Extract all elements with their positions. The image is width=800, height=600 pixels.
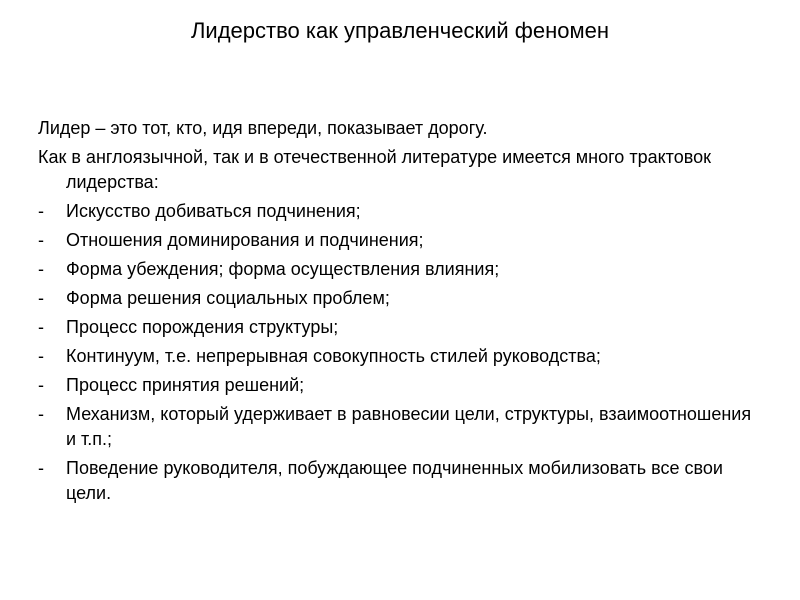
bullet-dash: -	[38, 288, 44, 308]
slide-title: Лидерство как управленческий феномен	[190, 18, 609, 43]
list-item	[38, 199, 758, 224]
list-item-text: Форма убеждения; форма осуществления влияния;	[66, 259, 500, 279]
bullet-dash: -	[38, 259, 44, 279]
list-item	[38, 344, 758, 369]
list-item-text: Поведение руководителя, побуждающее подчиненных мобилизовать все свои цели.	[66, 458, 723, 503]
list-item-text: Форма решения социальных проблем;	[66, 288, 390, 308]
list-item	[38, 228, 758, 253]
bullet-dash: -	[38, 346, 44, 366]
list-item	[38, 286, 758, 311]
list-item	[38, 373, 758, 398]
bullet-dash: -	[38, 458, 44, 478]
list-item	[38, 315, 758, 340]
interpretations-list	[38, 199, 758, 506]
slide-body	[38, 116, 758, 510]
bullet-dash: -	[38, 404, 44, 424]
bullet-dash: -	[38, 317, 44, 337]
list-item-text: Отношения доминирования и подчинения;	[66, 230, 424, 250]
list-item-text: Процесс принятия решений;	[66, 375, 305, 395]
list-item	[38, 402, 758, 452]
bullet-dash: -	[38, 375, 44, 395]
intro-definition: Лидер – это тот, кто, идя впереди, показывает дорогу.	[38, 118, 488, 138]
list-item-text: Континуум, т.е. непрерывная совокупность стилей руководства;	[66, 346, 601, 366]
list-item-text: Процесс порождения структуры;	[66, 317, 339, 337]
bullet-dash: -	[38, 230, 44, 250]
list-item-text: Механизм, который удерживает в равновесии цели, структуры, взаимоотношения и т.п.;	[66, 404, 752, 449]
list-item	[38, 456, 758, 506]
bullet-dash: -	[38, 201, 44, 221]
list-item-text: Искусство добиваться подчинения;	[66, 201, 361, 221]
list-item	[38, 257, 758, 282]
intro-lead-in: Как в англоязычной, так и в отечественной литературе имеется много трактовок лидерства:	[38, 147, 711, 192]
